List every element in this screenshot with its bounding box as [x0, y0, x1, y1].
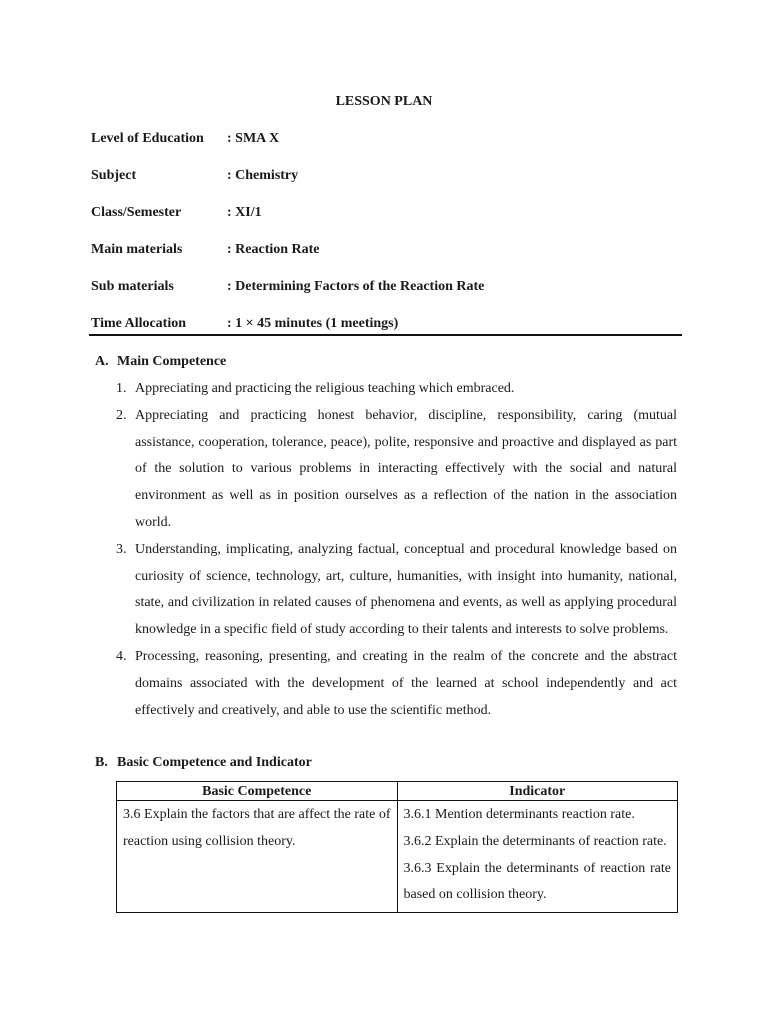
list-number: 4. — [116, 648, 127, 664]
section-letter: B. — [95, 755, 108, 770]
list-text: Processing, reasoning, presenting, and creating in the realm of the concrete and the abstract domains associated with the development of the learned at school independently and act effectively and creatively, and able to use the scientific method. — [135, 648, 677, 718]
info-value: : 1 × 45 minutes (1 meetings) — [227, 316, 399, 331]
header-divider — [89, 334, 682, 336]
info-label: Class/Semester — [91, 205, 182, 220]
competence-table — [116, 781, 678, 913]
table-header-row — [117, 782, 678, 801]
info-row-subject — [91, 168, 298, 184]
info-label: Main materials — [91, 242, 183, 257]
section-title: Main Competence — [117, 354, 227, 369]
main-competence-list — [116, 376, 677, 724]
indicator-item: 3.6.2 Explain the determinants of reaction rate. — [403, 833, 667, 849]
section-title: Basic Competence and Indicator — [117, 755, 312, 770]
info-value: : XI/1 — [227, 205, 262, 220]
info-label: Level of Education — [91, 131, 204, 146]
indicator-cell — [397, 801, 678, 913]
info-row-level — [91, 131, 279, 147]
table-header-indicator: Indicator — [397, 782, 678, 801]
list-text: Appreciating and practicing honest behavior, discipline, responsibility, caring (mutual assistance, cooperation, tolerance, peace), polite, responsive and proactive and displayed as part of the solution to various problems in interacting effectively with the social and natural environment as well as in position ourselves as a reflection of the nation in the association world. — [135, 407, 677, 530]
info-row-time — [91, 316, 398, 332]
section-letter: A. — [95, 354, 109, 369]
section-a-heading — [95, 354, 226, 370]
info-value: : Reaction Rate — [227, 242, 320, 257]
info-row-main-materials — [91, 242, 320, 258]
indicator-item: 3.6.3 Explain the determinants of reaction rate based on collision theory. — [403, 860, 671, 903]
info-value: : Chemistry — [227, 168, 299, 183]
section-b-heading — [95, 755, 312, 771]
list-text: Understanding, implicating, analyzing factual, conceptual and procedural knowledge based on curiosity of science, technology, art, culture, humanities, with insight into humanity, national, state, and civilization in related causes of phenomena and events, as well as applying procedural knowledge in a specific field of study according to their talents and interests to solve problems. — [135, 541, 677, 638]
basic-competence-text: 3.6 Explain the factors that are affect the rate of reaction using collision theory. — [123, 807, 391, 849]
list-number: 2. — [116, 407, 127, 423]
basic-competence-cell — [117, 801, 398, 913]
list-number: 1. — [116, 381, 127, 396]
list-item — [116, 403, 677, 537]
page-title: LESSON PLAN — [335, 94, 433, 109]
list-item — [116, 644, 677, 724]
list-text: Appreciating and practicing the religious teaching which embraced. — [135, 381, 515, 396]
list-item — [116, 537, 677, 644]
info-label: Subject — [91, 168, 137, 183]
info-value: : Determining Factors of the Reaction Rate — [227, 279, 485, 294]
list-number: 3. — [116, 541, 127, 557]
list-item — [116, 376, 677, 403]
info-value: : SMA X — [227, 131, 280, 146]
info-row-sub-materials — [91, 279, 484, 295]
info-label: Sub materials — [91, 279, 174, 294]
info-row-class — [91, 205, 262, 221]
indicator-item: 3.6.1 Mention determinants reaction rate. — [403, 807, 635, 822]
table-row — [117, 801, 678, 913]
info-label: Time Allocation — [91, 316, 187, 331]
table-header-basic: Basic Competence — [117, 782, 398, 801]
